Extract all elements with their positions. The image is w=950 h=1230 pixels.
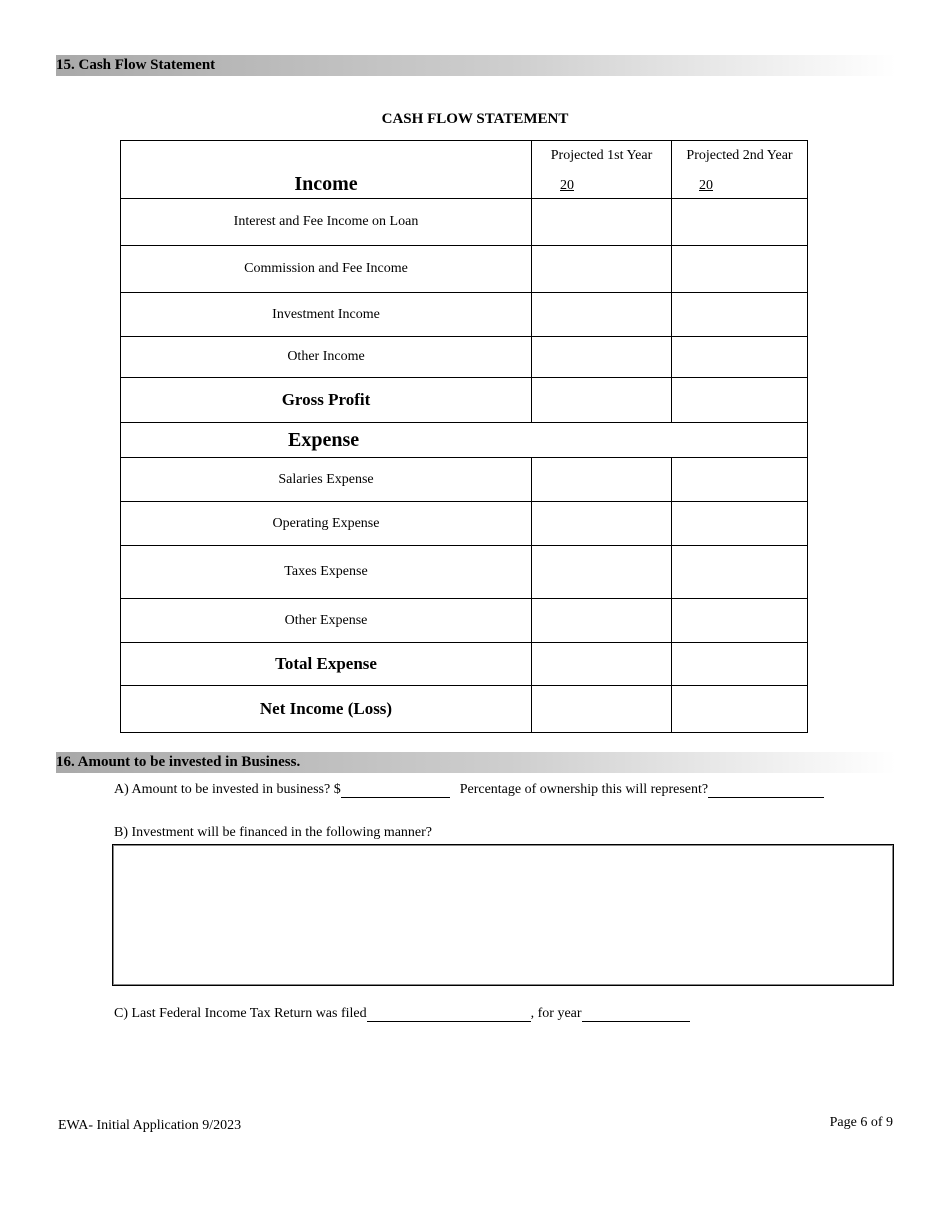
value-cell-year2[interactable] <box>672 246 808 293</box>
question-a <box>114 782 824 798</box>
expense-heading: Expense <box>121 423 808 458</box>
value-cell-year2[interactable] <box>672 546 808 599</box>
gross-profit-row <box>121 378 808 423</box>
row-label: Salaries Expense <box>121 458 532 502</box>
value-cell-year2[interactable] <box>672 502 808 546</box>
value-cell-year1[interactable] <box>532 599 672 643</box>
question-c-year-label: , for year <box>530 1006 582 1021</box>
section-16-header <box>56 752 896 773</box>
expense-heading-row <box>121 423 808 458</box>
section-15-header <box>56 55 896 76</box>
table-row <box>121 246 808 293</box>
header-blank <box>121 141 532 172</box>
income-heading-row <box>121 172 808 199</box>
table-row <box>121 502 808 546</box>
table-row <box>121 337 808 378</box>
value-cell-year1[interactable] <box>532 378 672 423</box>
value-cell-year1[interactable] <box>532 546 672 599</box>
value-cell-year2[interactable] <box>672 378 808 423</box>
table-title: CASH FLOW STATEMENT <box>381 111 569 127</box>
total-expense-label: Total Expense <box>121 643 532 686</box>
amount-invested-field[interactable] <box>341 783 450 798</box>
section-16-title: 16. Amount to be invested in Business. <box>56 754 301 770</box>
col1-year: 20 <box>560 177 574 193</box>
value-cell-year2[interactable] <box>672 599 808 643</box>
table-row <box>121 293 808 337</box>
tax-return-filed-field[interactable] <box>367 1007 531 1022</box>
value-cell-year1[interactable] <box>532 337 672 378</box>
table-row <box>121 599 808 643</box>
col2-header: Projected 2nd Year <box>672 141 808 172</box>
col2-year: 20 <box>699 177 713 193</box>
question-c-label: C) Last Federal Income Tax Return was filed <box>114 1006 367 1021</box>
value-cell-year1[interactable] <box>532 643 672 686</box>
value-cell-year1[interactable] <box>532 502 672 546</box>
value-cell-year2[interactable] <box>672 199 808 246</box>
net-income-label: Net Income (Loss) <box>121 686 532 733</box>
table-row <box>121 546 808 599</box>
header-row <box>121 141 808 172</box>
row-label: Interest and Fee Income on Loan <box>121 199 532 246</box>
row-label: Other Expense <box>121 599 532 643</box>
row-label: Commission and Fee Income <box>121 246 532 293</box>
value-cell-year1[interactable] <box>532 246 672 293</box>
net-income-row <box>121 686 808 733</box>
row-label: Taxes Expense <box>121 546 532 599</box>
footer-page-number: Page 6 of 9 <box>829 1115 893 1130</box>
question-a-label: A) Amount to be invested in business? $ <box>114 782 341 797</box>
ownership-pct-field[interactable] <box>708 783 824 798</box>
row-label: Operating Expense <box>121 502 532 546</box>
footer-form-id: EWA- Initial Application 9/2023 <box>58 1118 242 1133</box>
value-cell-year1[interactable] <box>532 686 672 733</box>
row-label: Investment Income <box>121 293 532 337</box>
table-row <box>121 199 808 246</box>
col1-header: Projected 1st Year <box>532 141 672 172</box>
value-cell-year2[interactable] <box>672 293 808 337</box>
ownership-pct-label: Percentage of ownership this will represent? <box>459 782 709 797</box>
value-cell-year2[interactable] <box>672 458 808 502</box>
income-heading: Income <box>121 172 532 199</box>
financing-manner-textarea[interactable] <box>112 844 894 986</box>
value-cell-year2[interactable] <box>672 337 808 378</box>
tax-return-year-field[interactable] <box>582 1007 690 1022</box>
total-expense-row <box>121 643 808 686</box>
value-cell-year1[interactable] <box>532 458 672 502</box>
gross-profit-label: Gross Profit <box>121 378 532 423</box>
section-15-title: 15. Cash Flow Statement <box>56 57 216 73</box>
table-row <box>121 458 808 502</box>
row-label: Other Income <box>121 337 532 378</box>
cash-flow-table <box>120 140 808 733</box>
value-cell-year1[interactable] <box>532 199 672 246</box>
question-b-label: B) Investment will be financed in the following manner? <box>114 825 433 840</box>
value-cell-year1[interactable] <box>532 293 672 337</box>
question-c <box>114 1006 690 1022</box>
value-cell-year2[interactable] <box>672 643 808 686</box>
value-cell-year2[interactable] <box>672 686 808 733</box>
